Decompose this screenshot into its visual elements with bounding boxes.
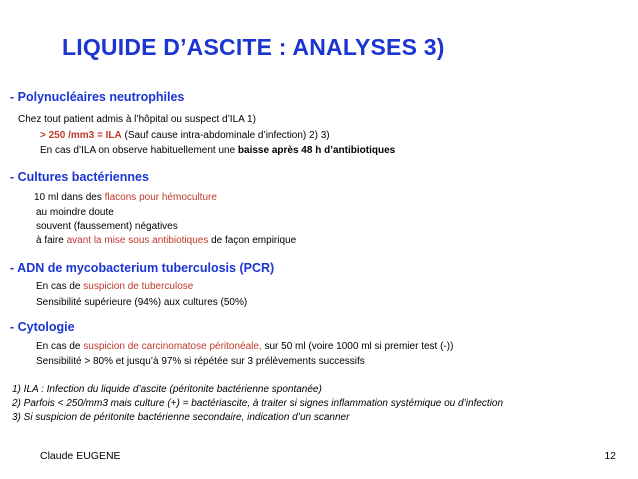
cultures-line-1-text: 10 ml dans des <box>34 192 105 203</box>
cultures-line-4-text: à faire <box>36 235 67 246</box>
cyto-line-1-text: En cas de <box>36 341 84 352</box>
cyto-line-1-rest: sur 50 ml (voire 1000 ml si premier test (-)) <box>261 341 454 352</box>
cultures-line-3: souvent (faussement) négatives <box>36 221 178 232</box>
cyto-line-2: Sensibilité > 80% et jusqu’à 97% si répétée sur 3 prélèvements successifs <box>36 356 365 367</box>
adn-line-1 <box>36 281 193 293</box>
cultures-line-1 <box>34 192 217 204</box>
adn-line-1-text: En cas de <box>36 281 84 292</box>
heading-adn: - ADN de mycobacterium tuberculosis (PCR) <box>10 261 275 275</box>
pnn-line-3-bold: baisse après 48 h d’antibiotiques <box>237 145 396 156</box>
cultures-line-1-red: flacons pour hémoculture <box>104 192 217 203</box>
footnote-1: 1) ILA : Infection du liquide d’ascite (péritonite bactérienne spontanée) <box>12 384 322 395</box>
cultures-line-4 <box>36 235 296 247</box>
footnote-2: 2) Parfois < 250/mm3 mais culture (+) = bactériascite, à traiter si signes inflammation systémique ou d’infection <box>12 398 504 409</box>
heading-cytologie: - Cytologie <box>10 320 75 334</box>
adn-line-2: Sensibilité supérieure (94%) aux cultures (50%) <box>36 297 248 308</box>
pnn-line-1: Chez tout patient admis à l’hôpital ou suspect d’ILA 1) <box>18 114 256 125</box>
cultures-line-2: au moindre doute <box>36 207 114 218</box>
pnn-line-2 <box>40 130 330 142</box>
page-number: 12 <box>604 450 616 462</box>
heading-polynucleaires: - Polynucléaires neutrophiles <box>10 90 185 104</box>
cyto-line-1 <box>36 341 453 353</box>
adn-line-1-red: suspicion de tuberculose <box>83 281 194 292</box>
author-name: Claude EUGENE <box>40 450 121 462</box>
pnn-line-2-rest: (Sauf cause intra-abdominale d’infection) 2) 3) <box>121 130 330 141</box>
cyto-line-1-red: suspicion de carcinomatose péritonéale, <box>83 341 262 352</box>
cultures-line-4-rest: de façon empirique <box>208 235 297 246</box>
footnote-3: 3) Si suspicion de péritonite bactérienne secondaire, indication d’un scanner <box>12 412 350 423</box>
pnn-threshold-highlight: > 250 /mm3 = ILA <box>40 130 122 141</box>
page-title: LIQUIDE D’ASCITE : ANALYSES 3) <box>62 34 445 60</box>
pnn-line-3 <box>40 145 395 157</box>
pnn-line-3-text: En cas d’ILA on observe habituellement une <box>40 145 238 156</box>
heading-cultures: - Cultures bactériennes <box>10 170 149 184</box>
cultures-line-4-red: avant la mise sous antibiotiques <box>66 235 209 246</box>
